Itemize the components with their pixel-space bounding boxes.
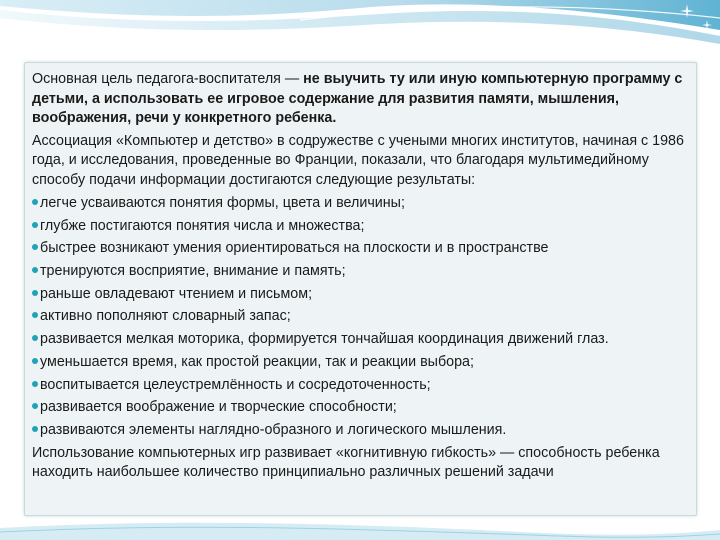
list-item [32, 330, 692, 350]
list-item-text: развивается мелкая моторика, формируется тончайшая координация движений глаз. [40, 331, 609, 348]
bullet-icon [32, 403, 38, 409]
sparkle-icon [680, 4, 694, 18]
bullet-icon [32, 290, 38, 296]
bullet-icon [32, 335, 38, 341]
list-item-text: тренируются восприятие, внимание и память; [40, 263, 346, 280]
bullet-icon [32, 222, 38, 228]
list-item [32, 376, 692, 396]
header-wave-decoration [0, 0, 720, 70]
list-item-text: воспитывается целеустремлённость и сосредоточенность; [40, 376, 431, 393]
list-item-text: развивается воображение и творческие способности; [40, 399, 397, 416]
bullet-icon [32, 244, 38, 250]
association-paragraph: Ассоциация «Компьютер и детство» в содружестве с учеными многих институтов, начиная с 1986 года, и исследования, проведенные во Франции, показали, что благодаря мультимедийному способу подачи информации достигаются следующие результаты: [32, 132, 684, 188]
list-item-text: уменьшается время, как простой реакции, так и реакции выбора; [40, 353, 474, 370]
bullet-icon [32, 358, 38, 364]
bullet-icon [32, 267, 38, 273]
slide-text [32, 70, 692, 483]
intro-paragraph [32, 70, 692, 129]
list-item-text: легче усваиваются понятия формы, цвета и величины; [40, 195, 405, 211]
list-item [32, 194, 692, 214]
list-item [32, 398, 692, 418]
results-list [32, 194, 692, 440]
bullet-icon [32, 381, 38, 387]
bullet-icon [32, 426, 38, 432]
list-item [32, 285, 692, 305]
bullet-icon [32, 312, 38, 318]
sparkle-icon [702, 20, 712, 30]
list-item-text: развиваются элементы наглядно-образного и логического мышления. [40, 421, 507, 438]
list-item [32, 353, 692, 373]
conclusion-paragraph: Использование компьютерных игр развивает «когнитивную гибкость» — способность ребенка находить наибольшее количество принципиально различных решений задачи [32, 444, 660, 481]
list-item-text: активно пополняют словарный запас; [40, 308, 291, 325]
bullet-icon [32, 199, 38, 205]
list-item [32, 421, 692, 441]
intro-normal-text: Основная цель педагога-воспитателя — [32, 71, 304, 87]
list-item [32, 307, 692, 327]
list-item-text: глубже постигаются понятия числа и множества; [40, 217, 365, 234]
list-item [32, 262, 692, 282]
list-item-text: раньше овладевают чтением и письмом; [40, 285, 313, 302]
intro-bold-text: не выучить ту или иную компьютерную программу с детьми, а использовать ее игровое содержание для развития памяти, мышления, воображения, речи у конкретного ребенка. [32, 71, 683, 126]
list-item [32, 239, 692, 259]
list-item [32, 217, 692, 237]
list-item-text: быстрее возникают умения ориентироваться на плоскости и в пространстве [40, 240, 549, 257]
